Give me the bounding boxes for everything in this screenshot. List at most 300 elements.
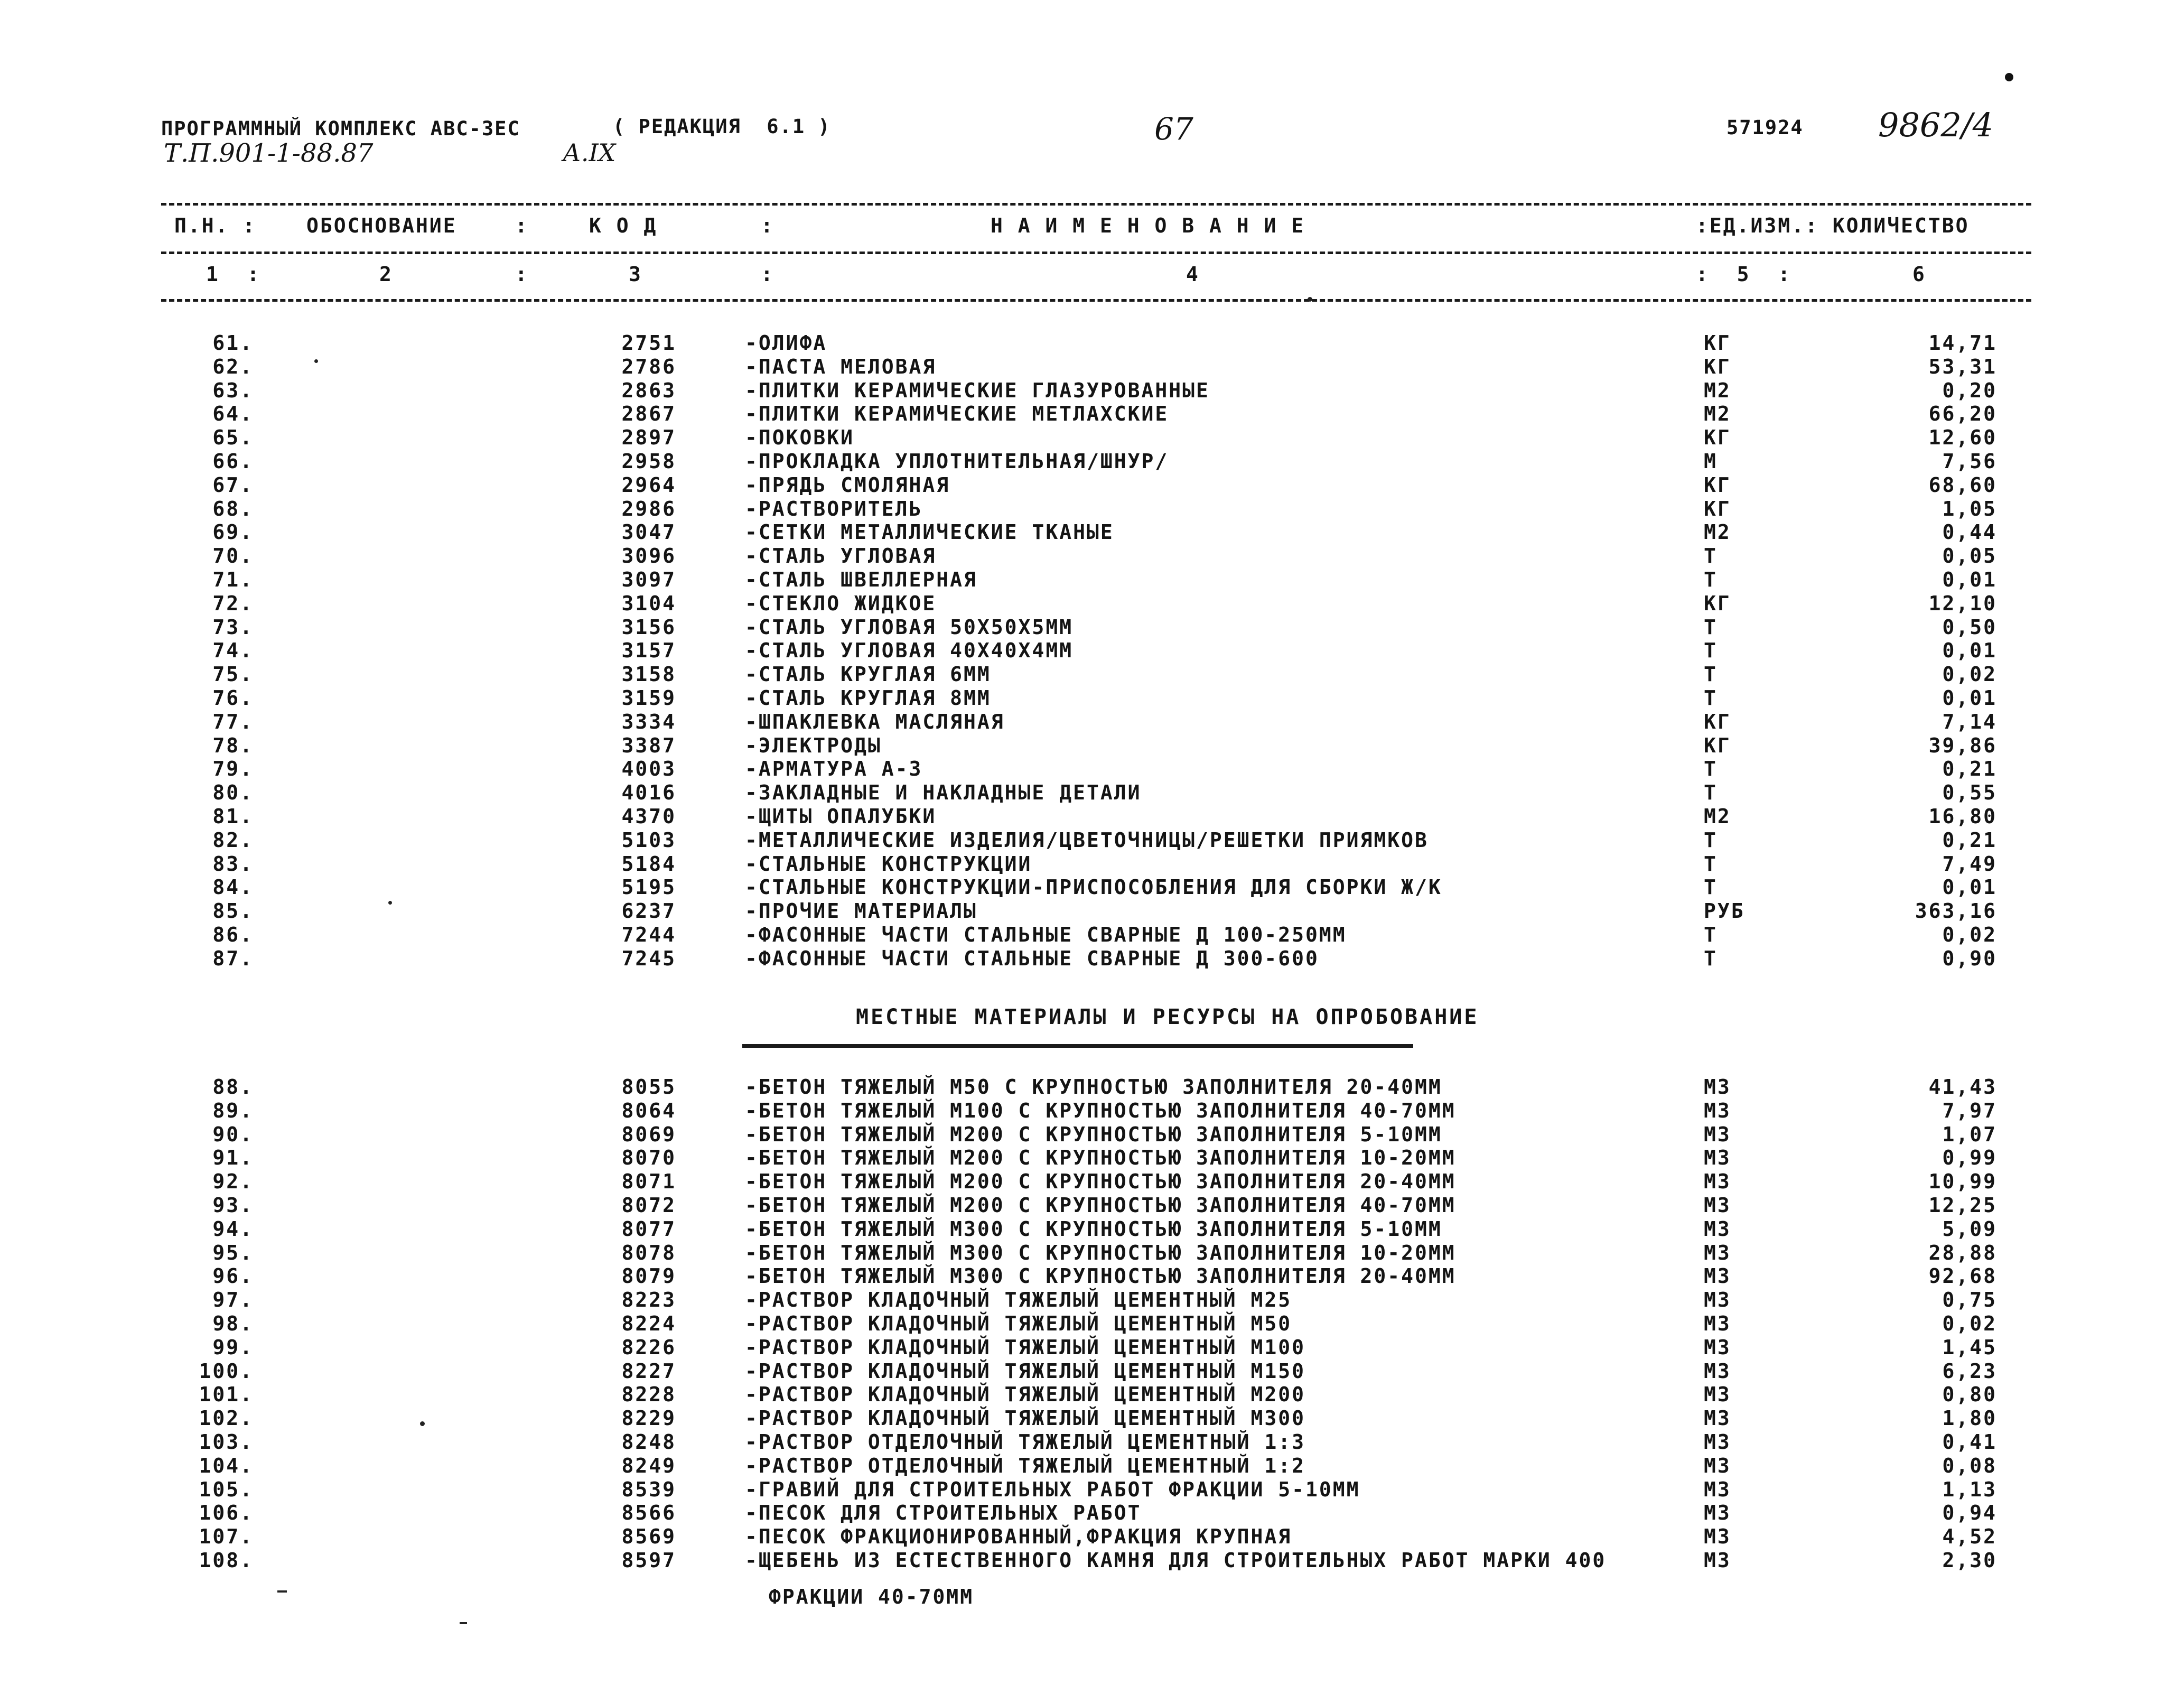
table-row	[0, 1336, 2184, 1360]
row-number: 97.	[212, 1288, 254, 1312]
row-quantity: 0,02	[1942, 923, 1997, 946]
row-name: -РАСТВОРИТЕЛЬ	[745, 497, 923, 520]
row-quantity: 0,50	[1942, 615, 1997, 639]
row-unit: М3	[1704, 1359, 1731, 1383]
corner-dot	[2005, 73, 2013, 81]
row-unit: РУБ	[1704, 899, 1745, 923]
row-unit: КГ	[1704, 710, 1731, 733]
table-row	[0, 616, 2184, 639]
row-code: 2786	[621, 355, 676, 378]
row-code: 8249	[621, 1454, 676, 1477]
row-name: -СТАЛЬ ШВЕЛЛЕРНАЯ	[745, 568, 977, 591]
table-row	[0, 520, 2184, 544]
project-number: Т.П.901-1-88.87	[164, 138, 374, 168]
row-unit: Т	[1704, 639, 1718, 663]
row-quantity: 0,01	[1942, 639, 1997, 663]
row-number: 66.	[212, 450, 254, 473]
section-underline	[742, 1044, 1413, 1048]
row-code: 3097	[621, 568, 676, 591]
row-name: -ЩИТЫ ОПАЛУБКИ	[745, 805, 937, 828]
row-code: 5184	[621, 852, 676, 876]
row-quantity: 12,25	[1928, 1194, 1997, 1217]
row-quantity: 0,94	[1942, 1501, 1997, 1525]
row-unit: М3	[1704, 1407, 1731, 1430]
table-row	[0, 379, 2184, 403]
table-row	[0, 331, 2184, 355]
table-row	[0, 1383, 2184, 1407]
row-unit: Т	[1704, 852, 1718, 876]
row-number: 65.	[212, 426, 254, 450]
col-head-sep2: :	[761, 214, 774, 237]
row-quantity: 0,01	[1942, 568, 1997, 591]
row-name: -БЕТОН ТЯЖЕЛЫЙ М100 С КРУПНОСТЬЮ ЗАПОЛНИТЕЛЯ 40-70ММ	[745, 1098, 1456, 1122]
row-unit: Т	[1704, 876, 1718, 899]
row-quantity: 0,41	[1942, 1430, 1997, 1454]
row-name: -БЕТОН ТЯЖЕЛЫЙ М200 С КРУПНОСТЬЮ ЗАПОЛНИТЕЛЯ 20-40ММ	[745, 1170, 1456, 1194]
row-unit: КГ	[1704, 473, 1731, 497]
row-number: 99.	[212, 1335, 254, 1359]
row-unit: М2	[1704, 378, 1731, 402]
row-number: 86.	[212, 923, 254, 946]
row-quantity: 1,13	[1942, 1477, 1997, 1501]
row-quantity: 1,45	[1942, 1335, 1997, 1359]
row-unit: Т	[1704, 615, 1718, 639]
row-unit: М2	[1704, 805, 1731, 828]
row-name: -ПРОЧИЕ МАТЕРИАЛЫ	[745, 899, 977, 923]
row-number: 88.	[212, 1075, 254, 1098]
table-row	[0, 1099, 2184, 1123]
row-name: -ШПАКЛЕВКА МАСЛЯНАЯ	[745, 710, 1005, 733]
row-name: -СТЕКЛО ЖИДКОЕ	[745, 591, 937, 615]
row-number: 92.	[212, 1170, 254, 1194]
table-row	[0, 568, 2184, 592]
row-code: 8069	[621, 1122, 676, 1146]
row-unit: М3	[1704, 1146, 1731, 1170]
row-unit: Т	[1704, 757, 1718, 781]
row-code: 2964	[621, 473, 676, 497]
col-head-basis: ОБОСНОВАНИЕ	[306, 214, 457, 237]
table-row	[0, 1288, 2184, 1312]
table-row	[0, 1217, 2184, 1241]
row-unit: КГ	[1704, 331, 1731, 355]
row-code: 8223	[621, 1288, 676, 1312]
row-name: -СТАЛЬ КРУГЛАЯ 6ММ	[745, 663, 991, 686]
row-number: 81.	[212, 805, 254, 828]
row-name: -ФАСОННЫЕ ЧАСТИ СТАЛЬНЫЕ СВАРНЫЕ Д 300-600	[745, 946, 1319, 970]
row-unit: М3	[1704, 1335, 1731, 1359]
row-unit: Т	[1704, 568, 1718, 591]
col-head-sep1: :	[515, 214, 529, 237]
row-quantity: 10,99	[1928, 1170, 1997, 1194]
row-name: -АРМАТУРА А-3	[745, 757, 923, 781]
row-quantity: 0,55	[1942, 781, 1997, 805]
col-head-code: К О Д	[589, 214, 658, 237]
row-number: 78.	[212, 733, 254, 757]
row-quantity: 0,75	[1942, 1288, 1997, 1312]
row-quantity: 7,97	[1942, 1098, 1997, 1122]
row-number: 62.	[212, 355, 254, 378]
row-name: -РАСТВОР ОТДЕЛОЧНЫЙ ТЯЖЕЛЫЙ ЦЕМЕНТНЫЙ 1:3	[745, 1430, 1305, 1454]
row-code: 3157	[621, 639, 676, 663]
page-number: 67	[1154, 111, 1193, 147]
row-code: 2867	[621, 402, 676, 426]
row-name: -МЕТАЛЛИЧЕСКИЕ ИЗДЕЛИЯ/ЦВЕТОЧНИЦЫ/РЕШЕТКИ ПРИЯМКОВ	[745, 828, 1429, 852]
col-num-sep1: :	[515, 263, 529, 286]
table-row	[0, 1360, 2184, 1383]
row-number: 87.	[212, 946, 254, 970]
row-number: 70.	[212, 544, 254, 568]
row-number: 69.	[212, 520, 254, 544]
table-row	[0, 1123, 2184, 1147]
row-number: 77.	[212, 710, 254, 733]
row-name: -БЕТОН ТЯЖЕЛЫЙ М200 С КРУПНОСТЬЮ ЗАПОЛНИТЕЛЯ 5-10ММ	[745, 1122, 1442, 1146]
row-code: 8248	[621, 1430, 676, 1454]
row-unit: М3	[1704, 1501, 1731, 1525]
row-quantity: 68,60	[1928, 473, 1997, 497]
table-row	[0, 1430, 2184, 1454]
row-unit: М3	[1704, 1454, 1731, 1477]
row-quantity: 7,56	[1942, 450, 1997, 473]
row-quantity: 0,08	[1942, 1454, 1997, 1477]
row-code: 8539	[621, 1477, 676, 1501]
row-code: 8224	[621, 1312, 676, 1335]
row-code: 8079	[621, 1264, 676, 1288]
row-name: -РАСТВОР ОТДЕЛОЧНЫЙ ТЯЖЕЛЫЙ ЦЕМЕНТНЫЙ 1:2	[745, 1454, 1305, 1477]
row-code: 3334	[621, 710, 676, 733]
row-name: -РАСТВОР КЛАДОЧНЫЙ ТЯЖЕЛЫЙ ЦЕМЕНТНЫЙ М300	[745, 1407, 1305, 1430]
col-head-unit-qty: :ЕД.ИЗМ.: КОЛИЧЕСТВО	[1696, 214, 1970, 237]
row-code: 8064	[621, 1098, 676, 1122]
row-number: 106.	[199, 1501, 254, 1525]
row-number: 96.	[212, 1264, 254, 1288]
row-number: 71.	[212, 568, 254, 591]
col-num-4: 4	[1186, 263, 1200, 286]
table-row	[0, 1501, 2184, 1525]
header-rule-top	[161, 203, 2031, 206]
row-unit: Т	[1704, 544, 1718, 568]
row-unit: Т	[1704, 686, 1718, 710]
row-name: -РАСТВОР КЛАДОЧНЫЙ ТЯЖЕЛЫЙ ЦЕМЕНТНЫЙ М25	[745, 1288, 1292, 1312]
row-name: -ЭЛЕКТРОДЫ	[745, 733, 882, 757]
row-name: -ПРОКЛАДКА УПЛОТНИТЕЛЬНАЯ/ШНУР/	[745, 450, 1169, 473]
table-row	[0, 899, 2184, 923]
table-row	[0, 592, 2184, 616]
table-row	[0, 734, 2184, 758]
row-code: 5103	[621, 828, 676, 852]
row-number: 95.	[212, 1241, 254, 1264]
row-unit: М3	[1704, 1217, 1731, 1241]
table-row	[0, 1525, 2184, 1549]
row-unit: М3	[1704, 1194, 1731, 1217]
table-row	[0, 1549, 2184, 1572]
row-unit: М3	[1704, 1549, 1731, 1572]
row-quantity: 2,30	[1942, 1549, 1997, 1572]
row-number: 72.	[212, 591, 254, 615]
table-row	[0, 686, 2184, 710]
table-row	[0, 1312, 2184, 1336]
table-row	[0, 1264, 2184, 1288]
speck	[314, 359, 318, 363]
row-unit: Т	[1704, 663, 1718, 686]
row-code: 8227	[621, 1359, 676, 1383]
row-number: 67.	[212, 473, 254, 497]
row-number: 93.	[212, 1194, 254, 1217]
row-unit: Т	[1704, 946, 1718, 970]
row-name: -РАСТВОР КЛАДОЧНЫЙ ТЯЖЕЛЫЙ ЦЕМЕНТНЫЙ М100	[745, 1335, 1305, 1359]
row-quantity: 363,16	[1915, 899, 1997, 923]
row-code: 4003	[621, 757, 676, 781]
row-quantity: 0,21	[1942, 757, 1997, 781]
row-unit: М3	[1704, 1383, 1731, 1407]
row-code: 7245	[621, 946, 676, 970]
row-name: -БЕТОН ТЯЖЕЛЫЙ М300 С КРУПНОСТЬЮ ЗАПОЛНИТЕЛЯ 5-10ММ	[745, 1217, 1442, 1241]
table-row	[0, 1478, 2184, 1502]
row-number: 100.	[199, 1359, 254, 1383]
row-unit: М3	[1704, 1098, 1731, 1122]
row-name: -СТАЛЬ УГЛОВАЯ 40Х40Х4ММ	[745, 639, 1074, 663]
row-quantity: 0,90	[1942, 946, 1997, 970]
row-unit: КГ	[1704, 355, 1731, 378]
row-quantity: 0,44	[1942, 520, 1997, 544]
row-unit: М3	[1704, 1525, 1731, 1549]
row-unit: М	[1704, 450, 1718, 473]
row-number: 79.	[212, 757, 254, 781]
row-quantity: 0,02	[1942, 663, 1997, 686]
row-number: 85.	[212, 899, 254, 923]
table-row	[0, 710, 2184, 734]
row-quantity: 12,10	[1928, 591, 1997, 615]
row-quantity: 28,88	[1928, 1241, 1997, 1264]
row-unit: М2	[1704, 520, 1731, 544]
row-quantity: 41,43	[1928, 1075, 1997, 1098]
table-row	[0, 497, 2184, 521]
table-row	[0, 1075, 2184, 1099]
col-num-3: 3	[629, 263, 642, 286]
row-code: 8072	[621, 1194, 676, 1217]
row-code: 2986	[621, 497, 676, 520]
row-quantity: 39,86	[1928, 733, 1997, 757]
row-unit: Т	[1704, 781, 1718, 805]
row-code: 3156	[621, 615, 676, 639]
row-code: 8228	[621, 1383, 676, 1407]
row-unit: КГ	[1704, 733, 1731, 757]
row-code: 8226	[621, 1335, 676, 1359]
row-quantity: 66,20	[1928, 402, 1997, 426]
row-code: 8597	[621, 1549, 676, 1572]
table-row	[0, 426, 2184, 450]
table-row	[0, 544, 2184, 568]
row-number: 80.	[212, 781, 254, 805]
row-number: 83.	[212, 852, 254, 876]
row-name: -ПЛИТКИ КЕРАМИЧЕСКИЕ ГЛАЗУРОВАННЫЕ	[745, 378, 1210, 402]
col-head-pn: П.Н. :	[174, 214, 257, 237]
speck	[460, 1622, 467, 1624]
row-quantity: 16,80	[1928, 805, 1997, 828]
row-quantity: 53,31	[1928, 355, 1997, 378]
row-quantity: 0,20	[1942, 378, 1997, 402]
row-code: 2958	[621, 450, 676, 473]
row-name: -ЩЕБЕНЬ ИЗ ЕСТЕСТВЕННОГО КАМНЯ ДЛЯ СТРОИТЕЛЬНЫХ РАБОТ МАРКИ 400	[745, 1549, 1607, 1572]
table-row	[0, 852, 2184, 876]
row-unit: М3	[1704, 1430, 1731, 1454]
row-code: 8229	[621, 1407, 676, 1430]
row-number: 105.	[199, 1477, 254, 1501]
row-code: 3104	[621, 591, 676, 615]
row-quantity: 0,99	[1942, 1146, 1997, 1170]
table-row	[0, 1241, 2184, 1265]
row-code: 2863	[621, 378, 676, 402]
row-number: 82.	[212, 828, 254, 852]
row-number: 103.	[199, 1430, 254, 1454]
row-code: 8070	[621, 1146, 676, 1170]
row-number: 94.	[212, 1217, 254, 1241]
row-code: 3387	[621, 733, 676, 757]
row-code: 8071	[621, 1170, 676, 1194]
row-code: 7244	[621, 923, 676, 946]
table-row	[0, 639, 2184, 663]
row-name: -РАСТВОР КЛАДОЧНЫЙ ТЯЖЕЛЫЙ ЦЕМЕНТНЫЙ М50	[745, 1312, 1292, 1335]
row-unit: М3	[1704, 1122, 1731, 1146]
row-code: 3047	[621, 520, 676, 544]
row-number: 68.	[212, 497, 254, 520]
row-unit: КГ	[1704, 426, 1731, 450]
table-row	[0, 663, 2184, 686]
row-code: 8566	[621, 1501, 676, 1525]
row-number: 63.	[212, 378, 254, 402]
table-row	[0, 781, 2184, 805]
row-quantity: 1,05	[1942, 497, 1997, 520]
table-row	[0, 923, 2184, 947]
row-code: 8077	[621, 1217, 676, 1241]
row-quantity: 0,80	[1942, 1383, 1997, 1407]
album-label: А.IX	[563, 138, 616, 167]
row-name: -ПРЯДЬ СМОЛЯНАЯ	[745, 473, 950, 497]
row-number: 107.	[199, 1525, 254, 1549]
row-108-continuation: ФРАКЦИИ 40-70ММ	[769, 1585, 974, 1608]
col-head-name: Н А И М Е Н О В А Н И Е	[991, 214, 1305, 237]
table-row	[0, 1407, 2184, 1430]
table-row	[0, 450, 2184, 473]
row-unit: КГ	[1704, 497, 1731, 520]
row-number: 101.	[199, 1383, 254, 1407]
row-quantity: 6,23	[1942, 1359, 1997, 1383]
col-num-2: 2	[379, 263, 393, 286]
col-num-6: 6	[1912, 263, 1926, 286]
row-unit: М3	[1704, 1288, 1731, 1312]
header-rule-bottom	[161, 299, 2031, 302]
row-quantity: 92,68	[1928, 1264, 1997, 1288]
row-number: 108.	[199, 1549, 254, 1572]
table-row	[0, 473, 2184, 497]
row-unit: М3	[1704, 1477, 1731, 1501]
row-name: -СТАЛЬ УГЛОВАЯ	[745, 544, 937, 568]
row-unit: Т	[1704, 828, 1718, 852]
speck	[277, 1590, 287, 1593]
table-row	[0, 947, 2184, 971]
row-unit: КГ	[1704, 591, 1731, 615]
row-code: 8055	[621, 1075, 676, 1098]
row-unit: Т	[1704, 923, 1718, 946]
row-code: 8569	[621, 1525, 676, 1549]
row-name: -ФАСОННЫЕ ЧАСТИ СТАЛЬНЫЕ СВАРНЫЕ Д 100-250ММ	[745, 923, 1347, 946]
row-number: 89.	[212, 1098, 254, 1122]
table-row	[0, 757, 2184, 781]
row-name: -БЕТОН ТЯЖЕЛЫЙ М200 С КРУПНОСТЬЮ ЗАПОЛНИТЕЛЯ 40-70ММ	[745, 1194, 1456, 1217]
row-name: -БЕТОН ТЯЖЕЛЫЙ М200 С КРУПНОСТЬЮ ЗАПОЛНИТЕЛЯ 10-20ММ	[745, 1146, 1456, 1170]
row-name: -СЕТКИ МЕТАЛЛИЧЕСКИЕ ТКАНЫЕ	[745, 520, 1114, 544]
col-num-5: : 5 :	[1696, 263, 1792, 286]
col-num-sep2: :	[761, 263, 774, 286]
row-code: 8078	[621, 1241, 676, 1264]
row-name: -БЕТОН ТЯЖЕЛЫЙ М300 С КРУПНОСТЬЮ ЗАПОЛНИТЕЛЯ 20-40ММ	[745, 1264, 1456, 1288]
row-quantity: 7,49	[1942, 852, 1997, 876]
row-name: -БЕТОН ТЯЖЕЛЫЙ М300 С КРУПНОСТЬЮ ЗАПОЛНИТЕЛЯ 10-20ММ	[745, 1241, 1456, 1264]
row-unit: М2	[1704, 402, 1731, 426]
table-row	[0, 1146, 2184, 1170]
row-quantity: 1,80	[1942, 1407, 1997, 1430]
row-number: 64.	[212, 402, 254, 426]
doc-code: 571924	[1726, 116, 1804, 139]
row-name: -СТАЛЬ УГЛОВАЯ 50Х50Х5ММ	[745, 615, 1074, 639]
row-quantity: 14,71	[1928, 331, 1997, 355]
row-name: -ПАСТА МЕЛОВАЯ	[745, 355, 937, 378]
row-number: 61.	[212, 331, 254, 355]
row-code: 4370	[621, 805, 676, 828]
row-code: 3158	[621, 663, 676, 686]
row-name: -ПЛИТКИ КЕРАМИЧЕСКИЕ МЕТЛАХСКИЕ	[745, 402, 1169, 426]
row-number: 98.	[212, 1312, 254, 1335]
row-quantity: 0,01	[1942, 876, 1997, 899]
row-quantity: 0,01	[1942, 686, 1997, 710]
row-name: -ПЕСОК ФРАКЦИОНИРОВАННЫЙ,ФРАКЦИЯ КРУПНАЯ	[745, 1525, 1292, 1549]
sheet-number: 9862/4	[1878, 106, 1994, 144]
row-code: 4016	[621, 781, 676, 805]
table-row	[0, 876, 2184, 899]
row-code: 3096	[621, 544, 676, 568]
row-name: -ГРАВИЙ ДЛЯ СТРОИТЕЛЬНЫХ РАБОТ ФРАКЦИИ 5-10ММ	[745, 1477, 1360, 1501]
row-quantity: 1,07	[1942, 1122, 1997, 1146]
row-name: -ЗАКЛАДНЫЕ И НАКЛАДНЫЕ ДЕТАЛИ	[745, 781, 1142, 805]
table-row	[0, 1194, 2184, 1217]
row-name: -ПЕСОК ДЛЯ СТРОИТЕЛЬНЫХ РАБОТ	[745, 1501, 1142, 1525]
row-unit: М3	[1704, 1264, 1731, 1288]
col-num-1: 1 :	[206, 263, 261, 286]
header-rule-mid	[161, 252, 2031, 254]
table-row	[0, 355, 2184, 379]
row-code: 2897	[621, 426, 676, 450]
section-title: МЕСТНЫЕ МАТЕРИАЛЫ И РЕСУРСЫ НА ОПРОБОВАНИЕ	[856, 1005, 1479, 1029]
program-name: ПРОГРАММНЫЙ КОМПЛЕКС АВС-ЗЕС	[161, 117, 520, 140]
row-name: -СТАЛЬНЫЕ КОНСТРУКЦИИ-ПРИСПОСОБЛЕНИЯ ДЛЯ СБОРКИ Ж/К	[745, 876, 1442, 899]
row-quantity: 5,09	[1942, 1217, 1997, 1241]
table-row	[0, 828, 2184, 852]
row-name: -РАСТВОР КЛАДОЧНЫЙ ТЯЖЕЛЫЙ ЦЕМЕНТНЫЙ М200	[745, 1383, 1305, 1407]
table-row	[0, 1454, 2184, 1478]
speck	[388, 901, 392, 905]
table-row	[0, 1170, 2184, 1194]
row-unit: М3	[1704, 1170, 1731, 1194]
table-row	[0, 402, 2184, 426]
table-row	[0, 805, 2184, 828]
row-quantity: 12,60	[1928, 426, 1997, 450]
row-name: -СТАЛЬ КРУГЛАЯ 8ММ	[745, 686, 991, 710]
row-quantity: 0,05	[1942, 544, 1997, 568]
row-quantity: 0,21	[1942, 828, 1997, 852]
row-quantity: 0,02	[1942, 1312, 1997, 1335]
row-code: 3159	[621, 686, 676, 710]
row-number: 91.	[212, 1146, 254, 1170]
row-number: 102.	[199, 1407, 254, 1430]
